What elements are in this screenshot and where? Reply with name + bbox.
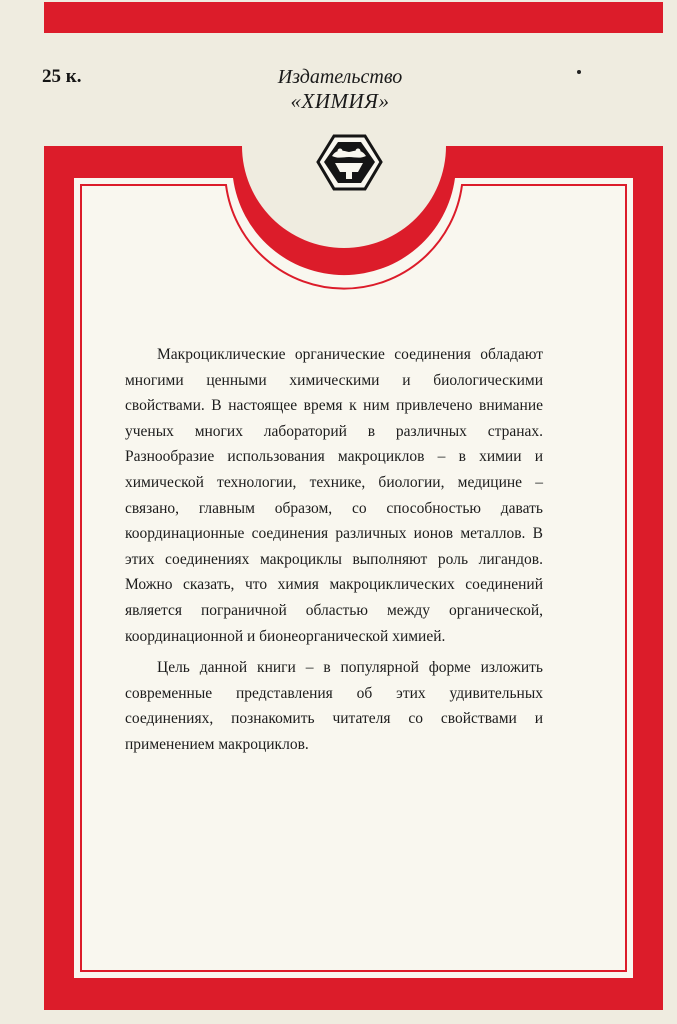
publisher-name: «ХИМИЯ» [290, 89, 390, 113]
annotation-text [125, 342, 543, 758]
annotation-paragraph: Цель данной книги – в популярной форме изложить современные представления об этих удивительных соединениях, познакомить читателя со свойствами и применением макроциклов. [125, 659, 543, 753]
publisher-hexagon-emblem-icon [318, 136, 381, 189]
annotation-paragraph: Макроциклические органические соединения обладают многими ценными химическими и биологическими свойствами. В настоящее время к ним привлечено внимание ученых многих лабораторий в различных странах. Разнообразие использования макроциклов – в химии и химической технологии, технике, биологии, медицине – связано, главным образом, со способностью давать координационные соединения различных ионов металлов. В этих соединениях макроциклы выполняют роль лигандов. Можно сказать, что химия макроциклических соединений является пограничной областью между органической, координационной и бионеорганической химией. [125, 346, 543, 645]
publisher-label: Издательство [277, 66, 403, 88]
price-label: 25 к. [42, 66, 82, 87]
